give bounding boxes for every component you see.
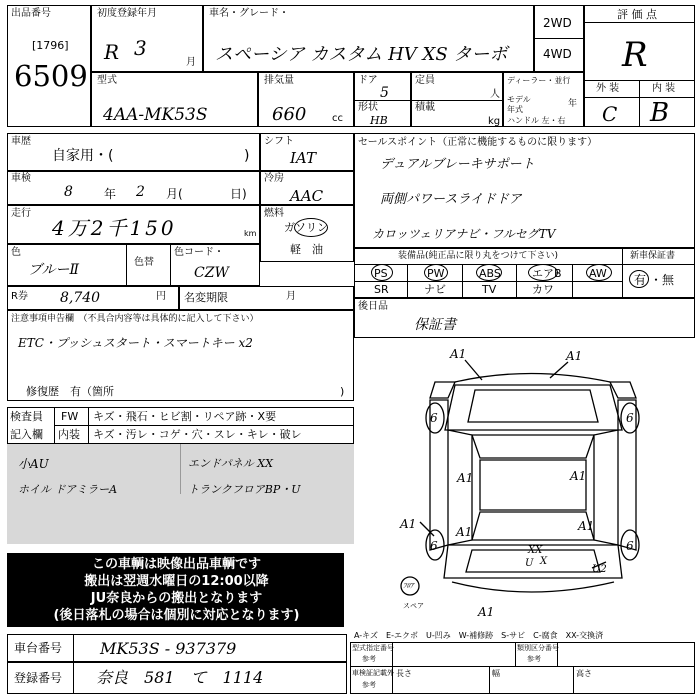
load-unit: kg — [488, 116, 501, 127]
equip-navi: ナビ — [424, 283, 446, 296]
spec-b: 類別区分番号 — [517, 644, 559, 652]
mark-u: U — [525, 558, 534, 569]
dealer-model-year: モデル 年式 — [507, 95, 531, 114]
mark-a1-top-right: A1 — [566, 349, 583, 363]
interior-value: B — [650, 98, 670, 128]
color-code-value: CZW — [194, 265, 229, 281]
equip-aw: AW — [589, 267, 607, 280]
grade-label: 評 価 点 — [617, 8, 657, 21]
later-label: 後日品 — [358, 301, 388, 312]
equip-abs: ABS — [479, 267, 501, 280]
mark-6-left: 6 — [430, 411, 438, 425]
inspector-label-2: 記入欄 — [10, 428, 43, 441]
car-name-value: スペーシア カスタム HV XS ターボ — [215, 44, 508, 65]
notice-box — [7, 553, 344, 627]
inspection-label: 車検 — [11, 173, 31, 184]
inspector-fw-text: キズ・飛石・ヒビ割・リペア跡・X要 — [93, 410, 277, 423]
drive-2wd: 2WD — [543, 16, 572, 30]
mark-a1-mid-right: A1 — [570, 469, 587, 483]
notes-label: 注意事項申告欄 （不具合内容等は具体的に記入して下さい） — [11, 314, 259, 324]
equip-sr: SR — [374, 283, 389, 296]
inspection-day-unit: 日) — [230, 187, 247, 201]
sales-point-3: カロッツェリアナビ・フルセグTV — [372, 227, 556, 241]
equip-tv: TV — [482, 283, 497, 296]
mark-a1-top-left: A1 — [450, 347, 467, 361]
warranty-label: 新車保証書 — [630, 251, 676, 261]
sales-label: セールスポイント（正常に機能するものに限ります） — [358, 137, 598, 148]
equip-leather: カワ — [532, 283, 554, 296]
history-label: 車歴 — [11, 136, 31, 147]
lot-label: 出品番号 — [11, 8, 51, 19]
doors-value: 5 — [380, 85, 389, 101]
capacity-label: 定員 — [415, 75, 435, 86]
dealer-handle: ハンドル 左・右 — [507, 116, 566, 125]
right-side — [594, 430, 618, 545]
mark-6-right: 6 — [626, 411, 634, 425]
mark-a1-side-left: A1 — [400, 517, 417, 531]
displacement-value: 660 — [272, 104, 307, 125]
mark-a1-bottom: A1 — [478, 605, 495, 619]
mileage-label: 走行 — [11, 208, 31, 219]
equipment-label: 装備品(純正品に限り丸をつけて下さい) — [398, 251, 559, 261]
sales-point-1: デュアルブレーキサポート — [380, 157, 535, 172]
mark-xx: XX — [528, 545, 543, 556]
color-code-label: 色コード・ — [174, 247, 224, 258]
spec-c: 車検証記載外 — [352, 669, 394, 677]
shift-value: IAT — [290, 149, 316, 167]
color-repaint-label: 色替 — [134, 257, 154, 268]
fuel-diesel: 軽 油 — [290, 243, 323, 256]
mark-fu: ﾌﾛｱ — [403, 582, 414, 590]
shape-label: 形状 — [358, 102, 378, 113]
mirror-right — [610, 382, 636, 398]
history-box — [7, 133, 260, 171]
spec-b-sub: 参考 — [527, 655, 541, 663]
mark-x: X — [540, 556, 548, 567]
inspector-int-tag: 内装 — [58, 428, 80, 441]
mark-a1-side-left-2: A1 — [456, 525, 473, 539]
name-change-label: 名変期限 — [184, 291, 228, 304]
legend: A-キズ E-エクボ U-凹み W-補修跡 S-サビ C-腐食 XX-交換済 — [354, 631, 604, 640]
warranty-yes: 有 — [634, 273, 647, 287]
shift-label: シフト — [264, 136, 294, 147]
history-value: 自家用・( — [52, 148, 114, 164]
later-value: 保証書 — [414, 317, 456, 333]
inspection-month-unit: 月( — [166, 187, 183, 201]
mark-6-bottom-left: 6 — [430, 539, 438, 553]
doors-label: ドア — [358, 75, 378, 86]
spec-a: 型式指定番号 — [352, 644, 394, 652]
displacement-unit: cc — [332, 113, 343, 124]
name-change-month: 月 — [286, 291, 296, 302]
inspection-box — [7, 171, 260, 205]
remark-right-2: トランクフロアBP・U — [188, 483, 301, 496]
exterior-label: 外 装 — [596, 83, 620, 94]
chassis-label: 車台番号 — [14, 641, 63, 655]
front-inner — [468, 390, 598, 422]
notice-line-4: (後日落札の場合は個別に対応となります) — [53, 608, 300, 623]
lot-sub: [1796] — [32, 39, 69, 52]
spec-wid: 幅 — [492, 669, 500, 678]
drive-4wd: 4WD — [543, 47, 572, 61]
recycle-label: R券 — [11, 291, 28, 302]
displacement-label: 排気量 — [264, 75, 294, 86]
roof — [480, 460, 586, 510]
spec-len: 長さ — [396, 669, 412, 678]
notice-line-2: 搬出は翌週水曜日の12:00以降 — [84, 574, 269, 589]
notes-value: ETC・プッシュスタート・スマートキー x2 — [18, 336, 253, 350]
load-label: 積載 — [415, 102, 435, 113]
warranty-no: 無 — [662, 273, 675, 287]
grade-value: R — [622, 35, 648, 75]
equip-pw: PW — [427, 267, 445, 280]
car-diagram — [360, 340, 695, 630]
rear-bumper — [452, 582, 614, 592]
color-value: ブルーⅡ — [28, 262, 79, 278]
mark-a1-mid-left: A1 — [457, 471, 474, 485]
reg-value: 奈良 581 て 1114 — [96, 668, 264, 687]
rear-window — [472, 512, 594, 540]
warranty-sep: ・ — [650, 273, 663, 287]
inspector-fw-tag: FW — [61, 410, 79, 423]
inspector-label-1: 検査員 — [10, 410, 43, 423]
later-box — [354, 298, 695, 338]
mirror-left — [430, 382, 455, 398]
first-reg-year: 3 — [134, 36, 147, 60]
inspection-month: 2 — [136, 184, 145, 200]
first-reg-era: R — [104, 40, 120, 64]
spec-c-sub: 参考 — [362, 681, 376, 689]
car-name-label: 車名・グレード・ — [209, 8, 289, 19]
mark-6-bottom-right: 6 — [626, 539, 634, 553]
interior-label: 内 装 — [652, 83, 676, 94]
inspector-int-text: キズ・汚レ・コゲ・穴・スレ・キレ・破レ — [93, 428, 302, 441]
remark-left-1: 小AU — [18, 457, 49, 471]
windshield — [472, 435, 594, 458]
lot-number: 6509 — [14, 59, 88, 93]
inspection-year-unit: 年 — [104, 187, 117, 201]
first-reg-month-unit: 月 — [186, 57, 196, 68]
aircon-label: 冷房 — [264, 173, 284, 184]
mileage-unit: km — [244, 229, 257, 238]
mark-a1-side-right: A1 — [578, 519, 595, 533]
chassis-value: MK53S - 937379 — [100, 639, 237, 658]
equip-ps: PS — [374, 267, 388, 280]
first-reg-label: 初度登録年月 — [97, 8, 157, 19]
recycle-unit: 円 — [156, 291, 166, 302]
mark-u2: U2 — [592, 564, 607, 575]
remark-right-1: エンドパネル XX — [188, 457, 273, 470]
model-label: 型式 — [97, 75, 117, 86]
color-label: 色 — [11, 247, 21, 258]
inspection-year: 8 — [64, 184, 73, 200]
sales-point-2: 両側パワースライドドア — [380, 192, 522, 207]
dealer-year-unit: 年 — [568, 99, 578, 109]
exterior-value: C — [602, 102, 618, 126]
fuel-gas: ガソリン — [284, 221, 328, 234]
model-value: 4AA-MK53S — [103, 105, 208, 125]
fuel-label: 燃料 — [264, 208, 284, 219]
spec-a-sub: 参考 — [362, 655, 376, 663]
remark-left-2: ホイル ドアミラーA — [18, 483, 118, 496]
notice-line-3: JU奈良からの搬出となります — [90, 591, 263, 606]
capacity-unit: 人 — [490, 89, 500, 100]
spec-hei: 高さ — [576, 669, 592, 678]
mark-spare: スペア — [403, 602, 424, 610]
aircon-value: AAC — [290, 187, 324, 205]
repair-label: 修復歴 有（箇所 — [26, 385, 114, 398]
shape-value: HB — [370, 114, 388, 127]
reg-label: 登録番号 — [14, 671, 63, 685]
notice-line-1: この車輌は映像出品車輌です — [91, 557, 261, 572]
equip-airbag: エアB — [532, 267, 562, 280]
dealer-label: ディーラー・並行 — [507, 76, 571, 85]
mileage-value: 4万2千150 — [52, 216, 177, 240]
recycle-value: 8,740 — [60, 290, 101, 306]
